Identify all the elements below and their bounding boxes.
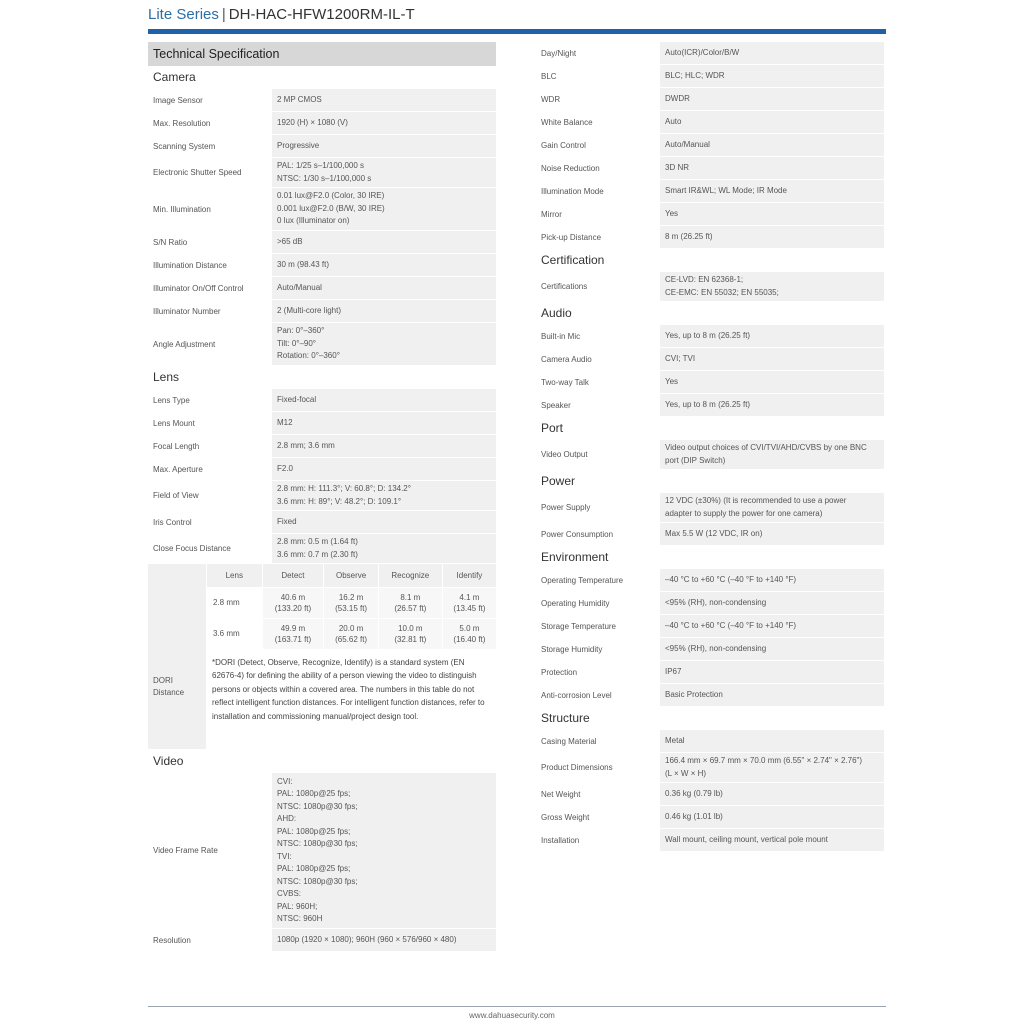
spec-key: Protection	[536, 661, 660, 683]
spec-key: Max. Resolution	[148, 112, 272, 134]
spec-value-line: 0.46 kg (1.01 lb)	[665, 811, 723, 821]
spec-value	[660, 65, 884, 87]
spec-value-line: Metal	[665, 735, 685, 745]
title-separator: |	[221, 6, 226, 23]
spec-value-line: CVI; TVI	[665, 353, 696, 363]
dori-lens: 3.6 mm	[207, 618, 263, 649]
spec-key: Scanning System	[148, 135, 272, 157]
spec-value-line: Fixed-focal	[277, 394, 317, 404]
spec-value-line: 3.6 mm: 0.7 m (2.30 ft)	[277, 549, 358, 559]
spec-value-line: –40 °C to +60 °C (–40 °F to +140 °F)	[665, 574, 797, 584]
spec-value-line: 2.8 mm; 3.6 mm	[277, 440, 335, 450]
spec-row	[536, 783, 884, 806]
spec-key: Camera Audio	[536, 348, 660, 370]
spec-row	[148, 89, 496, 112]
spec-key: Illuminator On/Off Control	[148, 277, 272, 299]
footer-rule	[148, 1006, 886, 1007]
dori-header-lens: Lens	[207, 564, 263, 587]
spec-key: Speaker	[536, 394, 660, 416]
dori-row-28	[207, 587, 497, 618]
left-column	[148, 42, 496, 952]
spec-value-line: 30 m (98.43 ft)	[277, 259, 330, 269]
spec-value-line: (L × W × H)	[665, 768, 707, 778]
spec-key: Net Weight	[536, 783, 660, 805]
header-rule	[148, 29, 886, 34]
spec-row	[536, 394, 884, 417]
spec-row	[536, 203, 884, 226]
spec-value-line: Smart IR&WL; WL Mode; IR Mode	[665, 185, 787, 195]
spec-value	[272, 277, 496, 299]
spec-value-line: 0.001 lux@F2.0 (B/W, 30 IRE)	[277, 203, 385, 213]
spec-value-line: >65 dB	[277, 236, 303, 246]
dori-note: *DORI (Detect, Observe, Recognize, Identify) is a standard system (EN 62676-4) for defining the ability of a person viewing the video to distinguish persons or objects within a covered area. The numbers in this table do not reflect intelligent function distances. For intelligent function distances, refer to installation and commissioning manual/project design tool.	[212, 657, 485, 721]
spec-key: Power Consumption	[536, 523, 660, 545]
spec-row	[536, 348, 884, 371]
spec-value-line: Max 5.5 W (12 VDC, IR on)	[665, 528, 763, 538]
spec-key: Installation	[536, 829, 660, 851]
dori-cell: 49.9 m (163.71 ft)	[262, 618, 324, 649]
spec-value-line: CE-LVD: EN 62368-1;	[665, 275, 744, 284]
spec-value-line: NTSC: 1080p@30 fps;	[277, 876, 358, 886]
dori-header-identify: Identify	[442, 564, 496, 587]
spec-row	[148, 188, 496, 231]
section-port: Port	[541, 421, 564, 435]
dori-cell: 20.0 m (65.62 ft)	[324, 618, 378, 649]
spec-value	[660, 203, 884, 225]
spec-row	[536, 440, 884, 470]
spec-value	[660, 134, 884, 156]
spec-row	[148, 511, 496, 534]
spec-value-line: 166.4 mm × 69.7 mm × 70.0 mm (6.55" × 2.74" × 2.76")	[665, 756, 863, 765]
spec-value-line: NTSC: 1080p@30 fps;	[277, 839, 358, 848]
spec-key: Illuminator Number	[148, 300, 272, 322]
spec-row	[536, 638, 884, 661]
spec-value-line: Video output choices of CVI/TVI/AHD/CVBS by one BNC	[665, 443, 867, 452]
section-power: Power	[541, 474, 576, 488]
spec-value	[272, 435, 496, 457]
spec-row	[536, 615, 884, 638]
spec-row	[536, 493, 884, 523]
spec-value-line: Wall mount, ceiling mount, vertical pole mount	[665, 834, 828, 844]
spec-row	[536, 65, 884, 88]
spec-value	[272, 231, 496, 253]
spec-value-line: 8 m (26.25 ft)	[665, 231, 713, 241]
spec-value	[660, 371, 884, 393]
dori-label	[148, 564, 206, 749]
audio-table	[536, 325, 884, 417]
spec-value-line: CVBS:	[277, 889, 302, 898]
spec-key: White Balance	[536, 111, 660, 133]
spec-key: Operating Humidity	[536, 592, 660, 614]
spec-value	[660, 325, 884, 347]
spec-value-line: 2 (Multi-core light)	[277, 305, 342, 315]
spec-value-line: 1080p (1920 × 1080); 960H (960 × 576/960 × 480)	[277, 934, 457, 944]
spec-value	[272, 89, 496, 111]
dori-cell: 40.6 m (133.20 ft)	[262, 587, 324, 618]
spec-value-line: 12 VDC (±30%) (It is recommended to use a power	[665, 496, 847, 505]
spec-row	[536, 371, 884, 394]
spec-value-line: 0.01 lux@F2.0 (Color, 30 IRE)	[277, 191, 385, 201]
spec-key: Lens Type	[148, 389, 272, 411]
dori-header-detect: Detect	[262, 564, 324, 587]
spec-key: Video Frame Rate	[148, 773, 272, 928]
spec-row	[536, 753, 884, 783]
spec-row	[536, 569, 884, 592]
spec-key: Field of View	[148, 481, 272, 510]
spec-row	[536, 272, 884, 302]
spec-key: Close Focus Distance	[148, 534, 272, 563]
model-name: DH-HAC-HFW1200RM-IL-T	[228, 6, 415, 23]
dori-body	[206, 564, 496, 749]
spec-row	[536, 325, 884, 348]
spec-row	[148, 481, 496, 511]
section-environment: Environment	[541, 550, 609, 564]
spec-row	[148, 435, 496, 458]
spec-value	[660, 523, 884, 545]
spec-row	[536, 661, 884, 684]
spec-title: Technical Specification	[148, 42, 496, 66]
spec-value	[272, 481, 496, 510]
spec-value	[660, 226, 884, 248]
spec-row	[536, 134, 884, 157]
dori-row-36	[207, 618, 497, 649]
dori-lens: 2.8 mm	[207, 587, 263, 618]
spec-key: Lens Mount	[148, 412, 272, 434]
spec-row	[148, 254, 496, 277]
spec-row	[148, 773, 496, 929]
spec-value	[660, 638, 884, 660]
spec-value-line: adapter to supply the power for one camera)	[665, 508, 823, 518]
spec-key: Gain Control	[536, 134, 660, 156]
spec-value	[660, 111, 884, 133]
spec-value-line: Basic Protection	[665, 689, 723, 699]
spec-key: Gross Weight	[536, 806, 660, 828]
spec-row	[536, 592, 884, 615]
spec-value-line: –40 °C to +60 °C (–40 °F to +140 °F)	[665, 620, 797, 630]
dori-cell: 8.1 m (26.57 ft)	[378, 587, 442, 618]
spec-row	[148, 323, 496, 366]
spec-row	[536, 88, 884, 111]
spec-value-line: port (DIP Switch)	[665, 455, 726, 465]
spec-key: Focal Length	[148, 435, 272, 457]
spec-key: Storage Temperature	[536, 615, 660, 637]
spec-key: Operating Temperature	[536, 569, 660, 591]
spec-key: Iris Control	[148, 511, 272, 533]
section-camera: Camera	[153, 70, 196, 84]
spec-value	[660, 829, 884, 851]
spec-key: Image Sensor	[148, 89, 272, 111]
structure-table	[536, 730, 884, 852]
spec-row	[536, 111, 884, 134]
spec-value	[272, 300, 496, 322]
spec-value	[660, 88, 884, 110]
spec-key: Video Output	[536, 440, 660, 469]
dori-header-recognize: Recognize	[378, 564, 442, 587]
spec-value-line: <95% (RH), non-condensing	[665, 597, 767, 607]
spec-key: Min. Illumination	[148, 188, 272, 230]
spec-value-line: Auto(ICR)/Color/B/W	[665, 47, 740, 57]
spec-value-line: PAL: 1/25 s–1/100,000 s	[277, 161, 365, 170]
spec-value-line: 2.8 mm: H: 111.3°; V: 60.8°; D: 134.2°	[277, 484, 411, 493]
spec-value	[272, 158, 496, 187]
spec-key: Built-in Mic	[536, 325, 660, 347]
spec-value	[272, 458, 496, 480]
port-table	[536, 440, 884, 470]
spec-key: Power Supply	[536, 493, 660, 522]
spec-value	[660, 157, 884, 179]
spec-value-line: Yes	[665, 208, 679, 218]
spec-value-line: 0 lux (Illuminator on)	[277, 216, 350, 226]
spec-value-line: Yes, up to 8 m (26.25 ft)	[665, 399, 751, 409]
spec-row	[148, 158, 496, 188]
spec-value-line: PAL: 1080p@25 fps;	[277, 789, 351, 798]
spec-value	[272, 534, 496, 563]
spec-value	[272, 773, 496, 928]
dori-table	[206, 564, 496, 650]
spec-key: Angle Adjustment	[148, 323, 272, 365]
spec-row	[148, 231, 496, 254]
footer-url: www.dahuasecurity.com	[469, 1011, 555, 1020]
spec-row	[536, 157, 884, 180]
camera-continued-table	[536, 42, 884, 249]
spec-value-line: TVI:	[277, 851, 292, 861]
spec-value	[660, 180, 884, 202]
dori-header-observe: Observe	[324, 564, 378, 587]
spec-value	[272, 511, 496, 533]
spec-value-line: Yes, up to 8 m (26.25 ft)	[665, 330, 751, 340]
power-table	[536, 493, 884, 546]
spec-value-line: IP67	[665, 666, 682, 676]
spec-row	[536, 829, 884, 852]
section-structure: Structure	[541, 711, 590, 725]
dori-distance	[148, 564, 496, 750]
spec-value	[660, 592, 884, 614]
dori-header-row	[207, 564, 497, 587]
spec-key: Day/Night	[536, 42, 660, 64]
spec-value	[660, 348, 884, 370]
spec-value	[660, 272, 884, 301]
spec-value-line: PAL: 960H;	[277, 901, 318, 911]
spec-value	[660, 684, 884, 706]
spec-value-line: Progressive	[277, 140, 320, 150]
spec-row	[536, 806, 884, 829]
spec-value	[660, 615, 884, 637]
spec-value	[272, 112, 496, 134]
spec-row	[148, 135, 496, 158]
spec-value-line: 2 MP CMOS	[277, 94, 322, 104]
spec-key: Electronic Shutter Speed	[148, 158, 272, 187]
spec-value-line: Auto	[665, 116, 682, 126]
spec-value-line: 0.36 kg (0.79 lb)	[665, 788, 723, 798]
spec-row	[536, 730, 884, 753]
spec-value-line: Yes	[665, 376, 679, 386]
spec-value-line: PAL: 1080p@25 fps;	[277, 864, 351, 873]
dori-cell: 10.0 m (32.81 ft)	[378, 618, 442, 649]
spec-row	[148, 277, 496, 300]
spec-value-line: NTSC: 1080p@30 fps;	[277, 801, 358, 811]
spec-value-line: 3D NR	[665, 162, 690, 172]
environment-table	[536, 569, 884, 707]
spec-value-line: Tilt: 0°–90°	[277, 338, 317, 348]
spec-value-line: Rotation: 0°–360°	[277, 351, 340, 361]
spec-key: Two-way Talk	[536, 371, 660, 393]
spec-key: Casing Material	[536, 730, 660, 752]
spec-value-line: AHD:	[277, 814, 297, 823]
spec-row	[148, 929, 496, 952]
spec-value	[660, 730, 884, 752]
spec-row	[536, 42, 884, 65]
spec-key: S/N Ratio	[148, 231, 272, 253]
spec-value-line: <95% (RH), non-condensing	[665, 643, 767, 653]
spec-value-line: Pan: 0°–360°	[277, 326, 325, 336]
right-column	[536, 42, 884, 852]
spec-key: Mirror	[536, 203, 660, 225]
spec-row	[148, 534, 496, 564]
lens-table	[148, 389, 496, 564]
camera-table	[148, 89, 496, 366]
spec-row	[536, 684, 884, 707]
spec-row	[536, 523, 884, 546]
certification-table	[536, 272, 884, 302]
section-audio: Audio	[541, 306, 572, 320]
spec-key: WDR	[536, 88, 660, 110]
spec-value-line: NTSC: 1/30 s–1/100,000 s	[277, 173, 372, 183]
dori-cell: 4.1 m (13.45 ft)	[442, 587, 496, 618]
spec-row	[148, 412, 496, 435]
spec-key: Certifications	[536, 272, 660, 301]
spec-value-line: Auto/Manual	[277, 282, 322, 292]
dori-label-line2: Distance	[153, 687, 185, 697]
series-name: Lite Series	[148, 6, 219, 23]
spec-key: Resolution	[148, 929, 272, 951]
section-lens: Lens	[153, 370, 180, 384]
dori-label-line1: DORI	[153, 675, 173, 685]
spec-row	[148, 389, 496, 412]
spec-value-line: Auto/Manual	[665, 139, 710, 149]
spec-row	[148, 300, 496, 323]
spec-value	[660, 661, 884, 683]
spec-value	[660, 493, 884, 522]
spec-value-line: M12	[277, 417, 293, 427]
spec-key: Pick-up Distance	[536, 226, 660, 248]
spec-value	[660, 806, 884, 828]
spec-row	[536, 180, 884, 203]
spec-value-line: DWDR	[665, 93, 690, 103]
spec-key: Noise Reduction	[536, 157, 660, 179]
spec-row	[536, 226, 884, 249]
spec-value	[272, 254, 496, 276]
spec-key: BLC	[536, 65, 660, 87]
spec-value	[272, 135, 496, 157]
dori-cell: 16.2 m (53.15 ft)	[324, 587, 378, 618]
spec-value-line: F2.0	[277, 463, 294, 473]
spec-value-line: 1920 (H) × 1080 (V)	[277, 117, 348, 127]
spec-key: Illumination Distance	[148, 254, 272, 276]
spec-value-line: BLC; HLC; WDR	[665, 70, 725, 80]
spec-key: Storage Humidity	[536, 638, 660, 660]
spec-value-line: Fixed	[277, 516, 297, 526]
spec-value-line: 2.8 mm: 0.5 m (1.64 ft)	[277, 537, 358, 546]
spec-value	[272, 412, 496, 434]
spec-value	[660, 394, 884, 416]
spec-row	[148, 458, 496, 481]
spec-value	[660, 783, 884, 805]
spec-value	[660, 42, 884, 64]
spec-key: Illumination Mode	[536, 180, 660, 202]
spec-value-line: PAL: 1080p@25 fps;	[277, 826, 351, 836]
spec-key: Product Dimensions	[536, 753, 660, 782]
video-table	[148, 773, 496, 952]
spec-value	[660, 569, 884, 591]
dori-cell: 5.0 m (16.40 ft)	[442, 618, 496, 649]
spec-value-line: 3.6 mm: H: 89°; V: 48.2°; D: 109.1°	[277, 496, 402, 506]
spec-key: Max. Aperture	[148, 458, 272, 480]
spec-value	[660, 440, 884, 469]
spec-value	[272, 389, 496, 411]
section-video: Video	[153, 754, 184, 768]
spec-value	[660, 753, 884, 782]
spec-row	[148, 112, 496, 135]
spec-value-line: CVI:	[277, 776, 293, 786]
spec-value-line: NTSC: 960H	[277, 914, 323, 923]
spec-value	[272, 188, 496, 230]
spec-key: Anti-corrosion Level	[536, 684, 660, 706]
spec-value	[272, 323, 496, 365]
section-certification: Certification	[541, 253, 605, 267]
spec-value-line: CE-EMC: EN 55032; EN 55035;	[665, 287, 779, 297]
spec-value	[272, 929, 496, 951]
